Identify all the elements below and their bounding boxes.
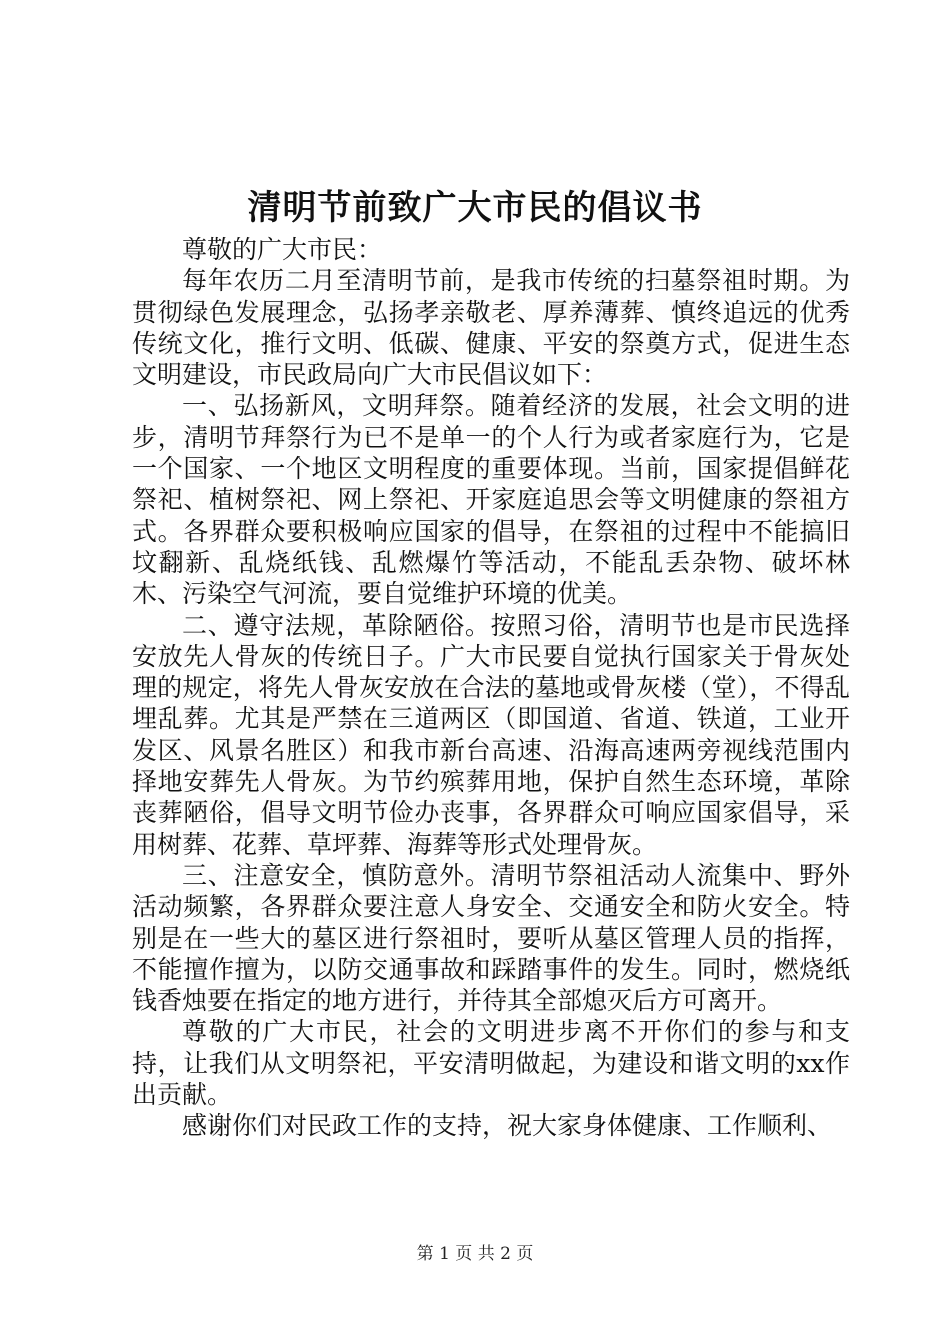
paragraph-intro: 每年农历二月至清明节前，是我市传统的扫墓祭祖时期。为贯彻绿色发展理念，弘扬孝亲敬老、厚养薄葬、慎终追远的优秀传统文化，推行文明、低碳、健康、平安的祭奠方式，促进生态文明建设，市民政局向广大市民倡议如下：: [132, 266, 850, 390]
salutation: 尊敬的广大市民：: [182, 235, 383, 264]
document-title: 清明节前致广大市民的倡议书: [247, 188, 703, 228]
paragraph-thanks: 感谢你们对民政工作的支持，祝大家身体健康、工作顺利、: [182, 1111, 833, 1141]
paragraph-section-3: 三、注意安全，慎防意外。清明节祭祖活动人流集中、野外活动频繁，各界群众要注意人身安全、交通安全和防火安全。特别是在一些大的墓区进行祭祖时，要听从墓区管理人员的指挥，不能擅作擅为，以防交通事故和踩踏事件的发生。同时，燃烧纸钱香烛要在指定的地方进行，并待其全部熄灭后方可离开。: [132, 860, 850, 1016]
page-number: 第 1 页 共 2 页: [416, 1244, 534, 1264]
paragraph-section-2: 二、遵守法规，革除陋俗。按照习俗，清明节也是市民选择安放先人骨灰的传统日子。广大市民要自觉执行国家关于骨灰处理的规定，将先人骨灰安放在合法的墓地或骨灰楼（堂），不得乱埋乱葬。尤其是严禁在三道两区（即国道、省道、铁道，工业开发区、风景名胜区）和我市新台高速、沿海高速两旁视线范围内择地安葬先人骨灰。为节约殡葬用地，保护自然生态环境，革除丧葬陋俗，倡导文明节俭办丧事，各界群众可响应国家倡导，采用树葬、花葬、草坪葬、海葬等形式处理骨灰。: [132, 610, 850, 859]
paragraph-section-1: 一、弘扬新风，文明拜祭。随着经济的发展，社会文明的进步，清明节拜祭行为已不是单一的个人行为或者家庭行为，它是一个国家、一个地区文明程度的重要体现。当前，国家提倡鲜花祭祀、植树祭祀、网上祭祀、开家庭追思会等文明健康的祭祖方式。各界群众要积极响应国家的倡导，在祭祖的过程中不能搞旧坟翻新、乱烧纸钱、乱燃爆竹等活动，不能乱丢杂物、破坏林木、污染空气河流，要自觉维护环境的优美。: [132, 391, 850, 609]
document-body: [132, 234, 850, 1142]
paragraph-closing: 尊敬的广大市民，社会的文明进步离不开你们的参与和支持，让我们从文明祭祀，平安清明做起，为建设和谐文明的xx作出贡献。: [132, 1017, 850, 1110]
